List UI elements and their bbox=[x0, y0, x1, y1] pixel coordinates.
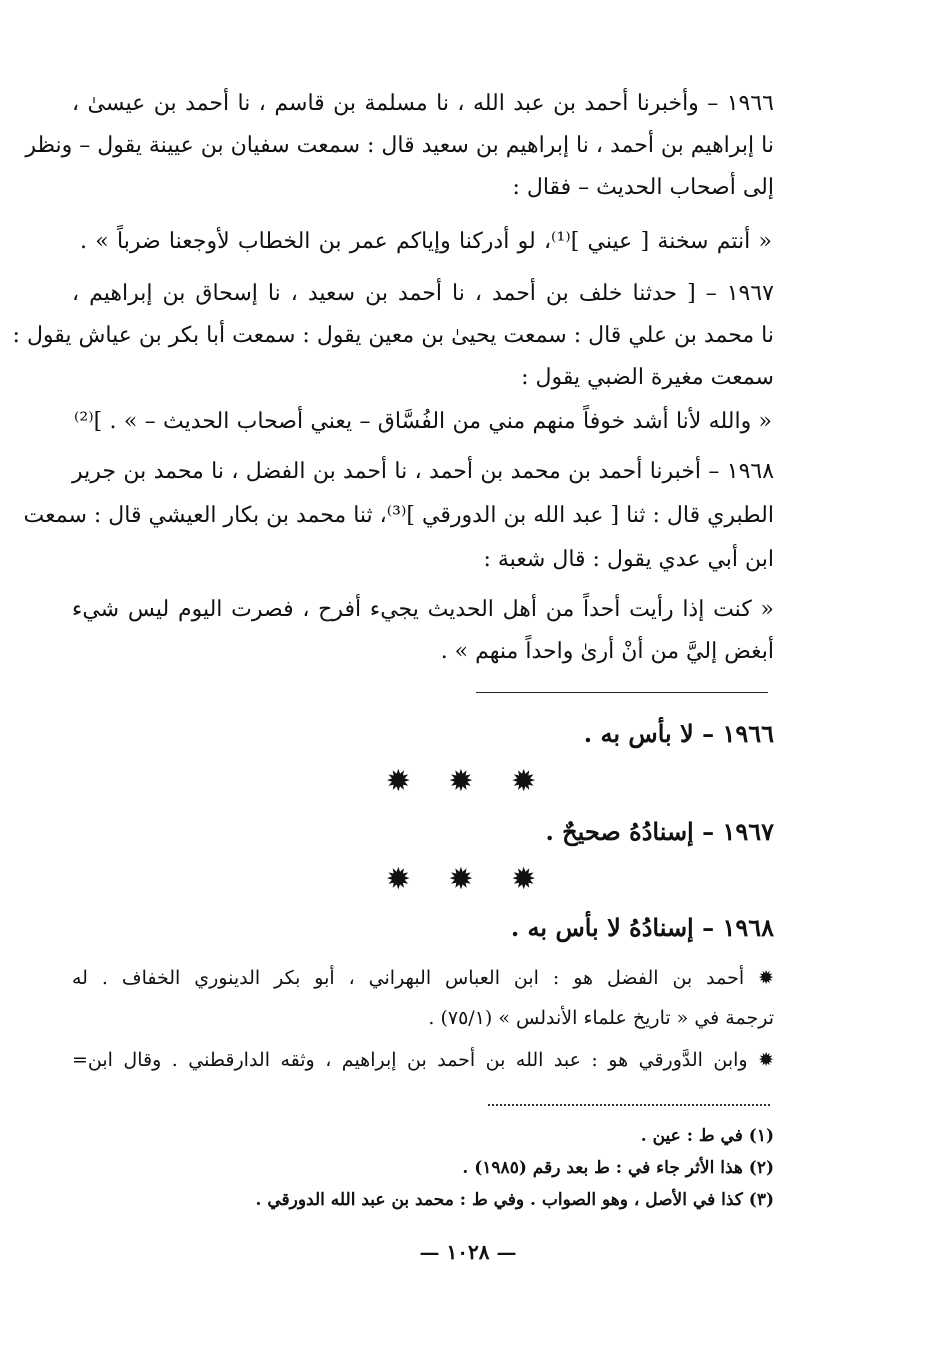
narration-1966-line-2: نا إبراهيم بن أحمد ، نا إبراهيم بن سعيد قال : سمعت سفيان بن عيينة يقول – ونظر bbox=[25, 133, 774, 158]
page-number: — ١٠٢٨ — bbox=[419, 1240, 517, 1264]
narration-1967-line-3: سمعت مغيرة الضبي يقول : bbox=[521, 365, 774, 390]
footnote-1: (١) في ط : عين . bbox=[640, 1126, 774, 1146]
narration-1968-quote-line-2: أبغض إليَّ من أنْ أرىٰ واحداً منهم » . bbox=[440, 639, 774, 664]
section-divider-stars: ✹ ✹ ✹ bbox=[385, 764, 551, 799]
narration-1968-line-3: ابن أبي عدي يقول : قال شعبة : bbox=[483, 547, 774, 572]
narration-1967-line-2: نا محمد بن علي قال : سمعت يحيىٰ بن معين يقول : سمعت أبا بكر بن عياش يقول : bbox=[12, 323, 774, 348]
narration-1968-quote-line-1: « كنت إذا رأيت أحداً من أهل الحديث يجيء أفرح ، فصرت اليوم ليس شيء bbox=[72, 597, 774, 622]
narration-1968-line-1: ١٩٦٨ – أخبرنا أحمد بن محمد بن أحمد ، نا أحمد بن الفضل ، نا محمد بن جرير bbox=[72, 459, 775, 484]
footnote-separator bbox=[488, 1104, 770, 1106]
narration-1966-line-3: إلى أصحاب الحديث – فقال : bbox=[512, 175, 774, 200]
narration-1967-quote: « والله لأنا أشد خوفاً منهم مني من الفُسَّاق – يعني أصحاب الحديث – » . ]⁽²⁾ bbox=[74, 409, 772, 434]
footnote-3: (٣) كذا في الأصل ، وهو الصواب . وفي ط : محمد بن عبد الله الدورقي . bbox=[255, 1190, 774, 1210]
commentary-note-line-3: ✹ وابن الدَّورقي هو : عبد الله بن أحمد بن إبراهيم ، وثقه الدارقطني . وقال ابن= bbox=[72, 1049, 774, 1071]
commentary-note-line-2: ترجمة في « تاريخ علماء الأندلس » (٧٥/١) . bbox=[428, 1007, 774, 1029]
commentary-note-line-1: ✹ أحمد بن الفضل هو : ابن العباس البهراني ، أبو بكر الدينوري الخفاف . له bbox=[72, 967, 774, 989]
commentary-1968: ١٩٦٨ – إسنادُهُ لا بأس به . bbox=[510, 913, 774, 942]
narration-1966-line-1: ١٩٦٦ – وأخبرنا أحمد بن عبد الله ، نا مسلمة بن قاسم ، نا أحمد بن عيسىٰ ، bbox=[72, 91, 774, 116]
narration-1968-line-2: الطبري قال : ثنا [ عبد الله بن الدورقي ]⁽³⁾، ثنا محمد بن بكار العيشي قال : سمعت bbox=[23, 503, 774, 528]
narration-1967-line-1: ١٩٦٧ – [ حدثنا خلف بن أحمد ، نا أحمد بن سعيد ، نا إسحاق بن إبراهيم ، bbox=[72, 281, 774, 306]
commentary-1967: ١٩٦٧ – إسنادُهُ صحيحٌ . bbox=[545, 817, 774, 846]
commentary-1966: ١٩٦٦ – لا بأس به . bbox=[583, 719, 774, 748]
section-divider-stars: ✹ ✹ ✹ bbox=[385, 862, 551, 897]
text-separator-rule bbox=[476, 692, 768, 693]
narration-1966-quote: « أنتم سخنة [ عيني ]⁽¹⁾، لو أدركنا وإياكم عمر بن الخطاب لأوجعنا ضرباً » . bbox=[80, 229, 773, 254]
footnote-2: (٢) هذا الأثر جاء في : ط بعد رقم (١٩٨٥) . bbox=[462, 1158, 774, 1178]
